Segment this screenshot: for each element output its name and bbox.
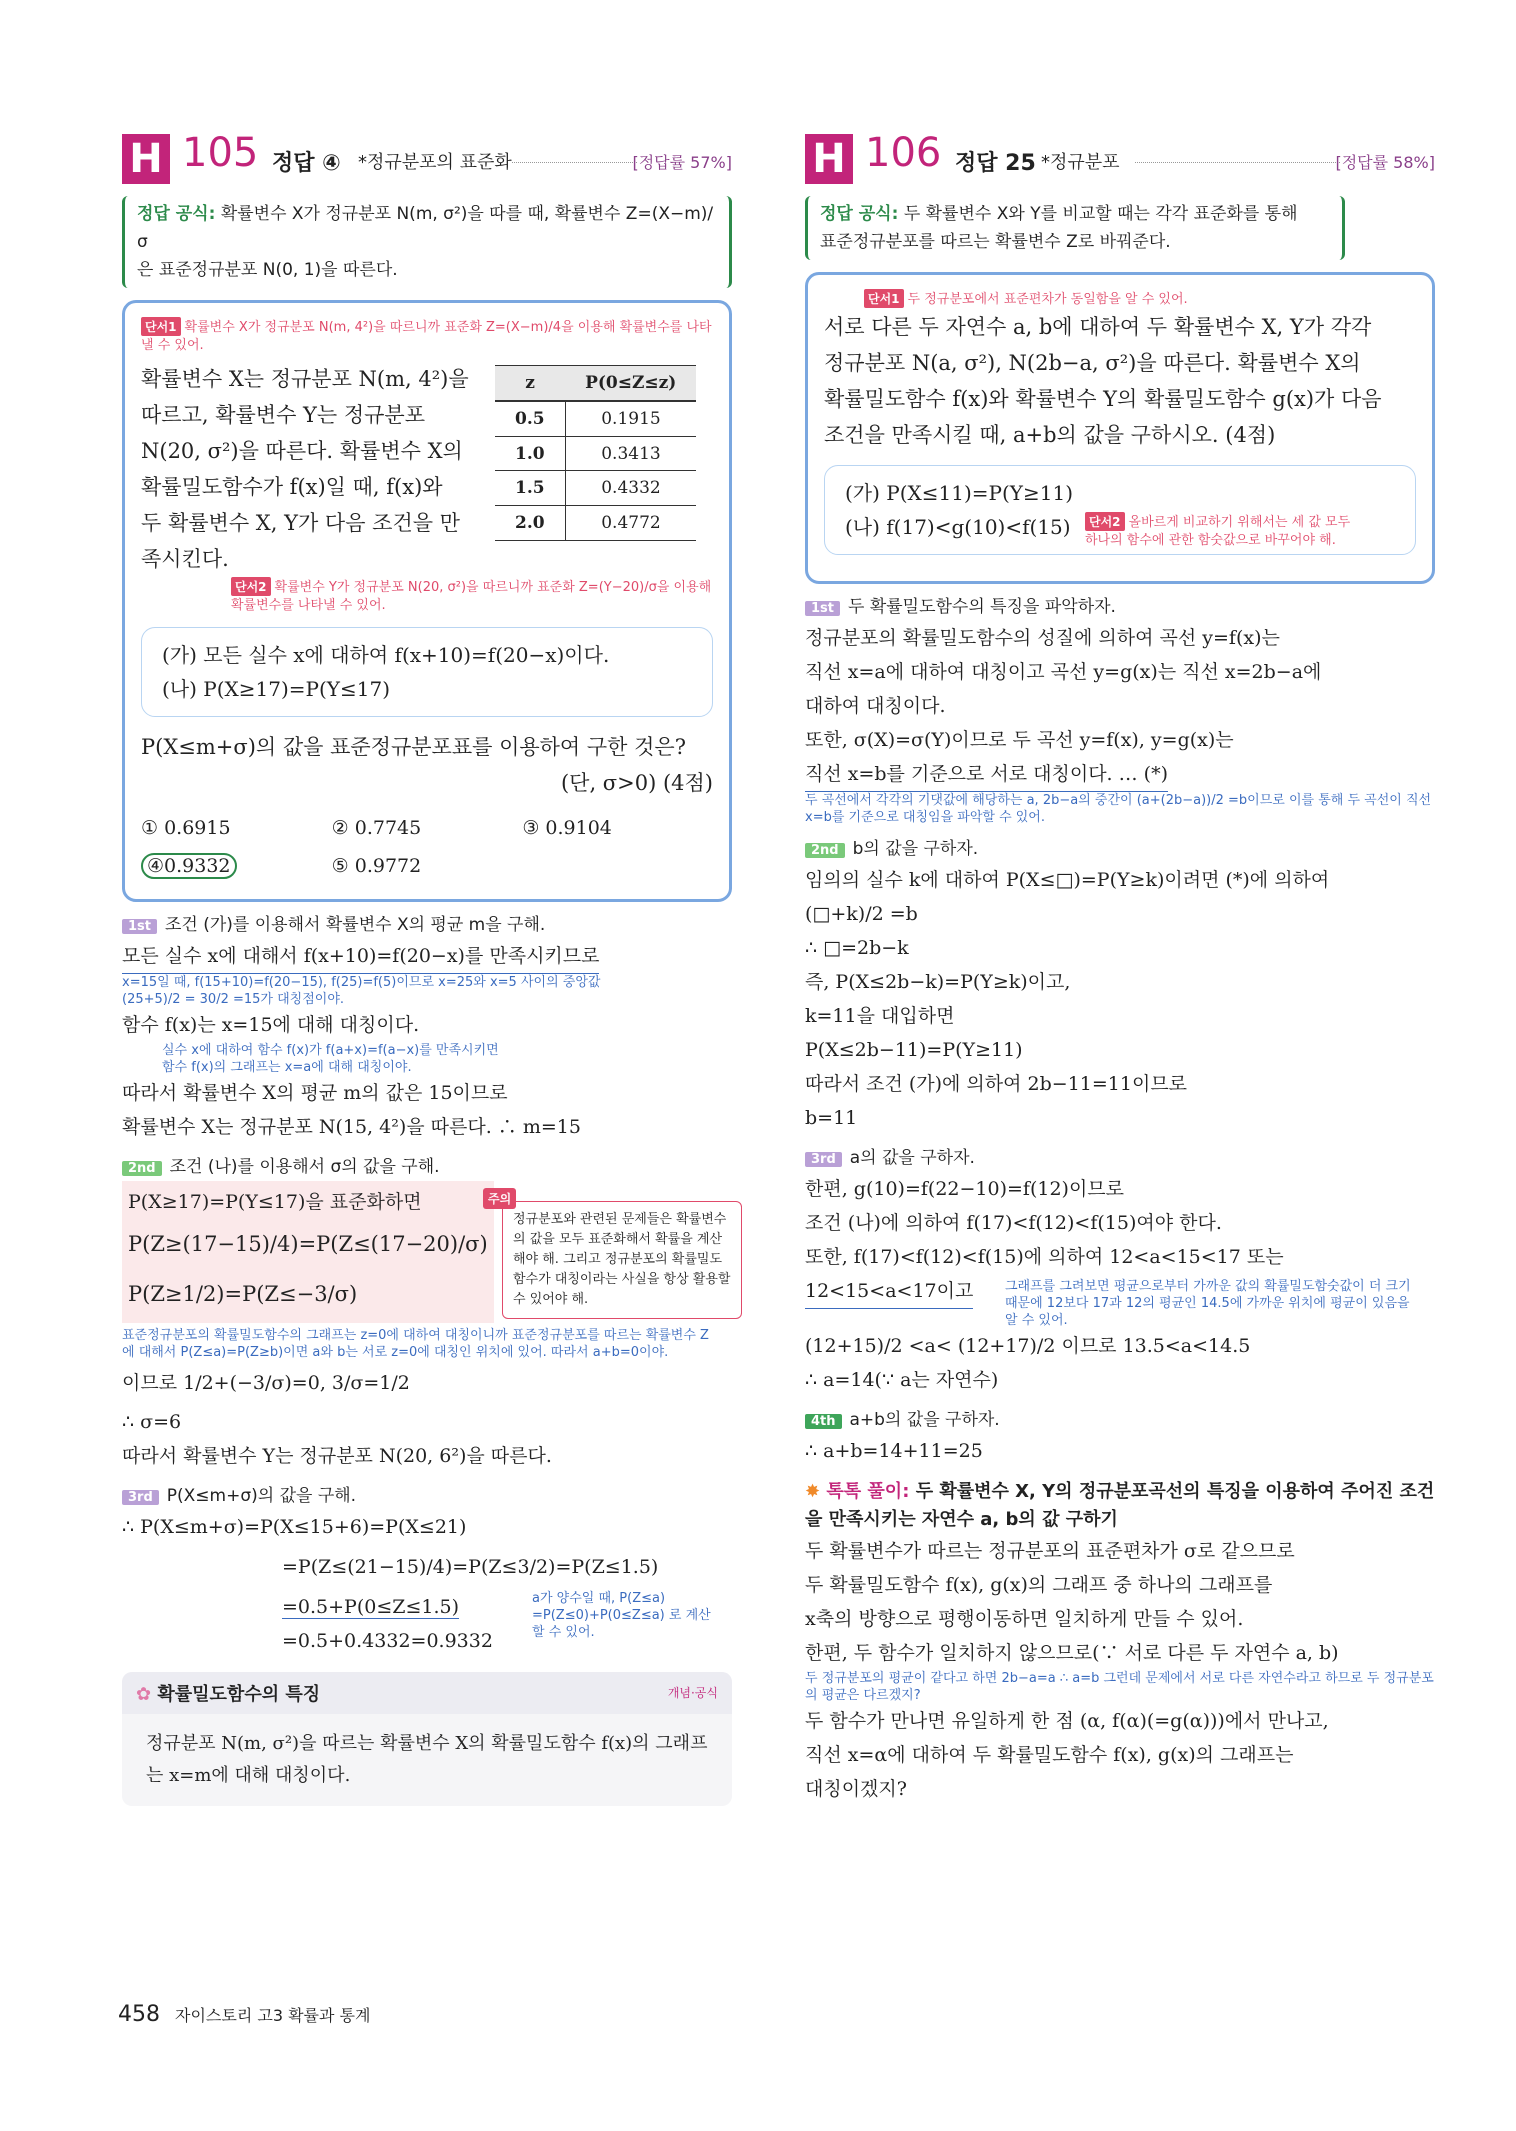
step-badge: 2nd — [122, 1161, 162, 1176]
formula-text: 두 확률변수 X와 Y를 비교할 때는 각각 표준화를 통해 — [903, 204, 1298, 224]
tiptalk-body — [805, 1534, 1435, 1806]
sol-line: 한편, g(10)=f(22−10)=f(12)이므로 — [805, 1178, 1125, 1200]
sol-line: =0.5+0.4332=0.9332 — [282, 1630, 493, 1652]
problem-header — [122, 120, 732, 190]
problem-line: 정규분포 N(a, σ²), N(2b−a, σ²)을 따른다. 확률변수 X의 — [824, 351, 1361, 375]
question-note: (단, σ>0) (4점) — [560, 771, 713, 795]
topic-label: *정규분포 — [1041, 152, 1120, 173]
divider — [1135, 162, 1340, 163]
sol-note: a가 양수일 때, P(Z≤a) =P(Z≤0)+P(0≤Z≤a) 로 계산할 수 있어. — [532, 1591, 711, 1640]
sol-note: 실수 x에 대하여 함수 f(x)가 f(a+x)=f(a−x)를 만족시키면 — [162, 1043, 499, 1058]
sol-line: 따라서 조건 (가)에 의하여 2b−11=11이므로 — [805, 1073, 1188, 1095]
choice-2[interactable]: ② 0.7745 — [331, 817, 422, 839]
sol-line: x축의 방향으로 평행이동하면 일치하게 만들 수 있어. — [805, 1608, 1244, 1630]
table-cell: 0.1915 — [565, 401, 696, 436]
solution-2 — [805, 863, 1435, 1135]
sol-line: 즉, P(X≤2b−k)=P(Y≥k)이고, — [805, 971, 1071, 993]
sol-note: 그래프를 그려보면 평균으로부터 가까운 값의 확률밀도함숫값이 더 크기 때문에 12보다 17과 12의 평균인 14.5에 가까운 위치에 평균이 있음을 알 수 있어. — [1005, 1279, 1411, 1328]
table-cell: 0.5 — [495, 401, 565, 436]
highlight-area — [122, 1181, 494, 1323]
table-cell: 0.4772 — [565, 506, 696, 541]
normal-table — [495, 365, 696, 541]
hint-1 — [141, 317, 713, 355]
choices — [141, 809, 713, 885]
spark-icon: ✸ — [805, 1481, 821, 1502]
table-cell: 0.4332 — [565, 471, 696, 506]
h-badge: H — [122, 134, 170, 184]
condition-b: (나) f(17)<g(10)<f(15) — [845, 515, 1071, 539]
step-badge: 2nd — [805, 843, 845, 858]
hint-tag: 단서1 — [141, 317, 181, 336]
sol-line: 두 확률변수가 따르는 정규분포의 표준편차가 σ로 같으므로 — [805, 1540, 1295, 1562]
sol-note: 함수 f(x)의 그래프는 x=a에 대해 대칭이야. — [162, 1060, 412, 1075]
formula-text2: 표준정규분포를 따르는 확률변수 Z로 바꿔준다. — [820, 232, 1171, 252]
table-header: P(0≤Z≤z) — [565, 366, 696, 401]
page-number: 458 — [118, 2002, 160, 2027]
hint-tag: 단서1 — [864, 289, 904, 308]
conditions — [141, 627, 713, 717]
table-row — [495, 436, 696, 471]
step-badge: 4th — [805, 1414, 842, 1429]
sol-line: (12+15)/2 <a< (12+17)/2 이므로 13.5<a<14.5 — [805, 1335, 1251, 1357]
step-title: P(X≤m+σ)의 값을 구해. — [166, 1486, 357, 1506]
step-1 — [122, 910, 732, 935]
answer-formula — [805, 196, 1345, 260]
sol-line: P(Z≥1/2)=P(Z≤−3/σ) — [128, 1282, 358, 1306]
concept-title: 확률밀도함수의 특징 — [157, 1684, 321, 1705]
hint-2 — [1085, 512, 1355, 550]
h-badge: H — [805, 134, 853, 184]
accuracy-rate: [정답률 58%] — [1335, 153, 1435, 172]
sol-line: 두 함수가 만나면 유일하게 한 점 (α, f(α)(=g(α)))에서 만나고, — [805, 1710, 1329, 1732]
problem-text — [141, 361, 481, 577]
sol-note: x=15일 때, f(15+10)=f(20−15), f(25)=f(5)이므로 x=25와 x=5 사이의 중앙값 — [122, 975, 601, 990]
sol-line: (□+k)/2 =b — [805, 903, 918, 925]
hint-tag: 단서2 — [1085, 512, 1125, 531]
sol-line: 임의의 실수 k에 대하여 P(X≤□)=P(Y≥k)이려면 (*)에 의하여 — [805, 869, 1330, 891]
problem-line: 확률변수 X는 정규분포 N(m, 4²)을 — [141, 367, 469, 391]
page-footer — [118, 2002, 370, 2027]
choice-4-label: ④0.9332 — [141, 853, 237, 879]
answer-label: 정답 ④ — [272, 151, 341, 176]
sol-line: 두 확률밀도함수 f(x), g(x)의 그래프 중 하나의 그래프를 — [805, 1574, 1273, 1596]
step-title: b의 값을 구하자. — [852, 839, 979, 859]
problem-106 — [805, 120, 1435, 1806]
sol-line: 조건 (나)에 의하여 f(17)<f(12)<f(15)여야 한다. — [805, 1212, 1222, 1234]
condition-b: (나) P(X≥17)=P(Y≤17) — [162, 677, 391, 701]
concept-category: 개념·공식 — [667, 1686, 718, 1700]
step-badge: 3rd — [122, 1490, 159, 1505]
question: P(X≤m+σ)의 값을 표준정규분포표를 이용하여 구한 것은? — [141, 735, 686, 759]
book-title: 자이스토리 고3 확률과 통계 — [175, 2006, 371, 2025]
conditions — [824, 465, 1416, 555]
caution-text: 정규분포와 관련된 문제들은 확률변수의 값을 모두 표준화해서 확률을 계산해야 해. 그리고 정규분포의 확률밀도함수가 대칭이라는 사실을 항상 활용할 수 있어야 해. — [513, 1212, 731, 1307]
sol-line: ∴ a=14(∵ a는 자연수) — [805, 1369, 999, 1391]
sol-note: 두 곡선에서 각각의 기댓값에 해당하는 a, 2b−a의 중간이 (a+(2b−a))/2 =b이므로 이를 통해 두 곡선이 직선 x=b를 기준으로 대칭임을 파악할 수 있어. — [805, 793, 1432, 825]
sol-line: 또한, σ(X)=σ(Y)이므로 두 곡선 y=f(x), y=g(x)는 — [805, 729, 1234, 751]
step-2 — [805, 834, 1435, 859]
sol-line: P(X≤2b−11)=P(Y≥11) — [805, 1039, 1023, 1061]
step-title: 조건 (가)를 이용해서 확률변수 X의 평균 m을 구해. — [165, 915, 546, 935]
problem-line: N(20, σ²)을 따른다. 확률변수 X의 — [141, 439, 463, 463]
answer-label: 정답 25 — [955, 151, 1036, 176]
hint-text: 두 정규분포에서 표준편차가 동일함을 알 수 있어. — [907, 292, 1188, 307]
tiptalk-solution — [805, 1478, 1435, 1534]
sol-line: 대하여 대칭이다. — [805, 695, 946, 717]
step-title: 조건 (나)를 이용해서 σ의 값을 구해. — [169, 1157, 440, 1177]
sol-line: =P(Z≤(21−15)/4)=P(Z≤3/2)=P(Z≤1.5) — [282, 1556, 659, 1578]
sol-line: 정규분포의 확률밀도함수의 성질에 의하여 곡선 y=f(x)는 — [805, 627, 1280, 649]
formula-label: 정답 공식: — [137, 204, 216, 224]
problem-line: 따르고, 확률변수 Y는 정규분포 — [141, 403, 425, 427]
flower-icon: ✿ — [136, 1684, 152, 1705]
sol-line: 이므로 1/2+(−3/σ)=0, 3/σ=1/2 — [122, 1372, 410, 1394]
problem-line: 확률밀도함수 f(x)와 확률변수 Y의 확률밀도함수 g(x)가 다음 — [824, 387, 1382, 411]
topic-label: *정규분포의 표준화 — [358, 152, 512, 173]
choice-5[interactable]: ⑤ 0.9772 — [331, 855, 422, 877]
formula-text: 확률변수 X가 정규분포 N(m, σ²)을 따를 때, 확률변수 Z=(X−m)/σ — [137, 204, 714, 252]
tiptalk-title: 두 확률변수 X, Y의 정규분포곡선의 특징을 이용하여 주어진 조건을 만족시키는 자연수 a, b의 값 구하기 — [805, 1481, 1435, 1530]
hint-tag: 단서2 — [231, 577, 271, 596]
sol-line: P(Z≥(17−15)/4)=P(Z≤(17−20)/σ) — [128, 1232, 488, 1256]
final-answer: ∴ a+b=14+11=25 — [805, 1440, 983, 1462]
sol-line: =0.5+P(0≤Z≤1.5) — [282, 1596, 460, 1618]
sol-line: 대칭이겠지? — [805, 1778, 907, 1800]
step-title: 두 확률밀도함수의 특징을 파악하자. — [848, 597, 1116, 617]
step-title: a의 값을 구하자. — [849, 1148, 975, 1168]
problem-105 — [122, 120, 732, 1806]
problem-box — [122, 300, 732, 902]
step-1 — [805, 592, 1435, 617]
sol-line: 직선 x=a에 대하여 대칭이고 곡선 y=g(x)는 직선 x=2b−a에 — [805, 661, 1322, 683]
step-badge: 3rd — [805, 1152, 842, 1167]
condition-a: (가) P(X≤11)=P(Y≥11) — [845, 481, 1074, 505]
accuracy-rate: [정답률 57%] — [632, 153, 732, 172]
solution-3 — [805, 1172, 1435, 1397]
sol-note: 표준정규분포의 확률밀도함수의 그래프는 z=0에 대하여 대칭이니까 표준정규분포를 따르는 확률변수 Z에 대해서 P(Z≤a)=P(Z≥b)이면 a와 b는 서로 z=0에 대칭인 위치에 있어. 따라서 a+b=0이야. — [122, 1328, 709, 1360]
step-badge: 1st — [805, 601, 840, 616]
table-cell: 0.3413 — [565, 436, 696, 471]
sol-line: 직선 x=α에 대하여 두 확률밀도함수 f(x), g(x)의 그래프는 — [805, 1744, 1294, 1766]
sol-line: k=11을 대입하면 — [805, 1005, 955, 1027]
hint-text: 확률변수 Y가 정규분포 N(20, σ²)을 따르니까 표준화 Z=(Y−20)/σ을 이용해 확률변수를 나타낼 수 있어. — [231, 580, 712, 613]
table-cell: 1.5 — [495, 471, 565, 506]
sol-line: 확률변수 X는 정규분포 N(15, 4²)을 따른다. ∴ m=15 — [122, 1116, 581, 1138]
tiptalk-label: 톡톡 풀이: — [826, 1481, 910, 1502]
choice-4[interactable] — [141, 847, 332, 885]
table-row — [495, 471, 696, 506]
step-3 — [805, 1143, 1435, 1168]
problem-box — [805, 272, 1435, 584]
concept-box — [122, 1672, 732, 1806]
table-cell: 2.0 — [495, 506, 565, 541]
sol-line: 따라서 확률변수 Y는 정규분포 N(20, 6²)을 따른다. — [122, 1445, 552, 1467]
condition-a: (가) 모든 실수 x에 대하여 f(x+10)=f(20−x)이다. — [162, 643, 610, 667]
step-4 — [805, 1405, 1435, 1430]
sol-line: ∴ P(X≤m+σ)=P(X≤15+6)=P(X≤21) — [122, 1516, 467, 1538]
solution-2 — [122, 1181, 732, 1473]
concept-body: 정규분포 N(m, σ²)을 따르는 확률변수 X의 확률밀도함수 f(x)의 그래프는 x=m에 대해 대칭이다. — [146, 1733, 708, 1786]
problem-line: 확률밀도함수가 f(x)일 때, f(x)와 — [141, 475, 443, 499]
sol-line: 따라서 확률변수 X의 평균 m의 값은 15이므로 — [122, 1082, 508, 1104]
step-3 — [122, 1481, 732, 1506]
table-cell: 1.0 — [495, 436, 565, 471]
sol-line: 모든 실수 x에 대해서 f(x+10)=f(20−x)를 만족시키므로 — [122, 939, 599, 974]
problem-number: 105 — [182, 130, 259, 176]
table-header: z — [495, 366, 565, 401]
sol-line: 직선 x=b를 기준으로 서로 대칭이다. … (*) — [805, 757, 1168, 792]
caution-box — [488, 1192, 742, 1319]
table-row — [495, 506, 696, 541]
problem-number: 106 — [865, 130, 942, 176]
choice-3[interactable]: ③ 0.9104 — [522, 817, 612, 839]
sol-line: 함수 f(x)는 x=15에 대해 대칭이다. — [122, 1014, 420, 1036]
choice-1[interactable]: ① 0.6915 — [141, 817, 231, 839]
step-2 — [122, 1152, 732, 1177]
formula-label: 정답 공식: — [820, 204, 899, 224]
problem-text — [824, 309, 1416, 453]
problem-line: 두 확률변수 X, Y가 다음 조건을 만 — [141, 511, 460, 535]
sol-line: 12<15<a<17이고 — [805, 1274, 973, 1309]
table-row — [495, 401, 696, 436]
divider — [512, 162, 637, 163]
problem-line: 조건을 만족시킬 때, a+b의 값을 구하시오. (4점) — [824, 423, 1276, 447]
solution-3 — [122, 1510, 732, 1658]
solution-1 — [805, 621, 1435, 826]
sol-line: b=11 — [805, 1107, 858, 1129]
step-title: a+b의 값을 구하자. — [849, 1410, 1000, 1430]
sol-line: 한편, 두 함수가 일치하지 않으므로(∵ 서로 다른 두 자연수 a, b) — [805, 1642, 1339, 1664]
problem-line: 족시킨다. — [141, 547, 229, 571]
step-badge: 1st — [122, 919, 157, 934]
hint-2 — [231, 577, 713, 615]
sol-line: 또한, f(17)<f(12)<f(15)에 의하여 12<a<15<17 또는 — [805, 1246, 1284, 1268]
answer-formula — [122, 196, 732, 288]
formula-text2: 은 표준정규분포 N(0, 1)을 따른다. — [137, 260, 398, 280]
solution-1 — [122, 939, 732, 1144]
caution-tag: 주의 — [483, 1188, 516, 1209]
problem-line: 서로 다른 두 자연수 a, b에 대하여 두 확률변수 X, Y가 각각 — [824, 315, 1372, 339]
sol-line: ∴ □=2b−k — [805, 937, 909, 959]
sol-line: ∴ σ=6 — [122, 1411, 182, 1433]
hint-1 — [864, 289, 1416, 309]
sol-line: P(X≥17)=P(Y≤17)을 표준화하면 — [128, 1191, 422, 1213]
sol-note: (25+5)/2 = 30/2 =15가 대칭점이야. — [122, 992, 345, 1007]
concept-header — [122, 1672, 732, 1714]
hint-text: 올바르게 비교하기 위해서는 세 값 모두 하나의 함수에 관한 함숫값으로 바꾸어야 해. — [1085, 515, 1351, 548]
hint-text: 확률변수 X가 정규분포 N(m, 4²)을 따르니까 표준화 Z=(X−m)/4을 이용해 확률변수를 나타낼 수 있어. — [141, 320, 712, 353]
problem-header — [805, 120, 1435, 190]
sol-note: 두 정규분포의 평균이 같다고 하면 2b−a=a ∴ a=b 그런데 문제에서 서로 다른 자연수라고 하므로 두 정규분포의 평균은 다르겠지? — [805, 1671, 1434, 1703]
